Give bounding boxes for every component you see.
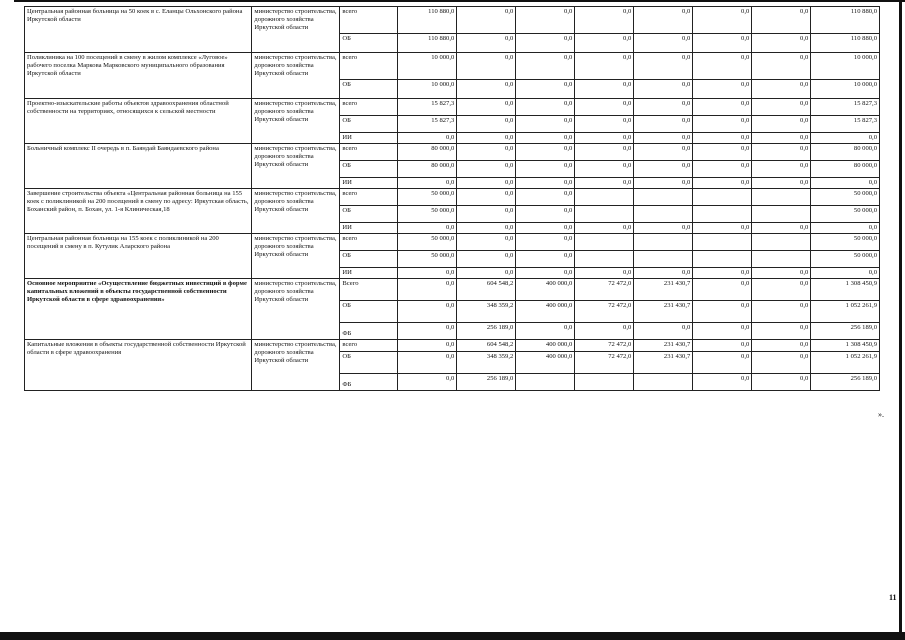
value-cell: 400 000,0 (516, 279, 575, 301)
value-cell: 0,0 (575, 99, 634, 116)
value-cell: 0,0 (575, 80, 634, 99)
value-cell (575, 206, 634, 223)
value-cell: 0,0 (457, 189, 516, 206)
value-cell: 0,0 (693, 279, 752, 301)
value-cell: 15 827,3 (398, 116, 457, 133)
value-cell: 10 000,0 (398, 53, 457, 80)
value-cell: 0,0 (752, 7, 811, 34)
value-cell: 0,0 (752, 80, 811, 99)
value-cell: 0,0 (516, 34, 575, 53)
table-row (25, 234, 880, 251)
value-cell (634, 251, 693, 268)
value-cell: 0,0 (575, 268, 634, 279)
funding-source-cell: ФБ (340, 323, 398, 340)
funding-source-cell: ИИ (340, 223, 398, 234)
value-cell: 0,0 (398, 133, 457, 144)
funding-source-cell: всего (340, 7, 398, 34)
value-cell: 72 472,0 (575, 279, 634, 301)
value-cell: 400 000,0 (516, 352, 575, 374)
value-cell: 0,0 (634, 53, 693, 80)
total-value-cell: 1 308 450,9 (811, 279, 880, 301)
value-cell: 400 000,0 (516, 340, 575, 352)
value-cell: 50 000,0 (398, 189, 457, 206)
value-cell: 72 472,0 (575, 301, 634, 323)
total-value-cell: 10 000,0 (811, 80, 880, 99)
value-cell: 0,0 (516, 268, 575, 279)
funding-source-cell: ОБ (340, 80, 398, 99)
value-cell: 0,0 (693, 144, 752, 161)
funding-source-cell: ОБ (340, 352, 398, 374)
table-row (25, 189, 880, 206)
event-name-cell: Центральная районная больница на 50 коек в с. Еланцы Ольхонского района Иркутской области (25, 7, 252, 53)
total-value-cell: 256 189,0 (811, 323, 880, 340)
value-cell: 0,0 (516, 323, 575, 340)
value-cell (575, 189, 634, 206)
executor-cell: министерство строительства, дорожного хозяйства Иркутской области (252, 99, 340, 144)
value-cell: 0,0 (516, 7, 575, 34)
funding-source-cell: всего (340, 99, 398, 116)
value-cell (516, 374, 575, 391)
funding-source-cell: Всего (340, 279, 398, 301)
value-cell: 0,0 (516, 116, 575, 133)
funding-source-cell: ИИ (340, 133, 398, 144)
value-cell: 10 000,0 (398, 80, 457, 99)
value-cell: 0,0 (457, 133, 516, 144)
value-cell (575, 374, 634, 391)
executor-cell: министерство строительства, дорожного хозяйства Иркутской области (252, 234, 340, 279)
value-cell: 231 430,7 (634, 279, 693, 301)
executor-cell: министерство строительства, дорожного хозяйства Иркутской области (252, 7, 340, 53)
value-cell: 50 000,0 (398, 234, 457, 251)
value-cell: 0,0 (516, 144, 575, 161)
total-value-cell: 50 000,0 (811, 189, 880, 206)
value-cell: 231 430,7 (634, 340, 693, 352)
table-row (25, 7, 880, 34)
value-cell: 0,0 (693, 268, 752, 279)
value-cell: 0,0 (693, 53, 752, 80)
table-row (25, 99, 880, 116)
value-cell: 0,0 (634, 34, 693, 53)
funding-source-cell: ИИ (340, 268, 398, 279)
value-cell: 0,0 (693, 133, 752, 144)
value-cell: 0,0 (634, 99, 693, 116)
value-cell: 0,0 (752, 161, 811, 178)
value-cell: 0,0 (516, 99, 575, 116)
value-cell: 0,0 (575, 161, 634, 178)
value-cell: 0,0 (752, 352, 811, 374)
total-value-cell: 50 000,0 (811, 251, 880, 268)
value-cell: 0,0 (693, 374, 752, 391)
value-cell: 0,0 (457, 116, 516, 133)
value-cell: 0,0 (634, 7, 693, 34)
value-cell (634, 189, 693, 206)
funding-source-cell: ОБ (340, 34, 398, 53)
value-cell (575, 251, 634, 268)
value-cell: 110 880,0 (398, 7, 457, 34)
value-cell: 400 000,0 (516, 301, 575, 323)
value-cell: 0,0 (457, 34, 516, 53)
value-cell: 0,0 (575, 223, 634, 234)
funding-table (24, 6, 880, 391)
value-cell: 0,0 (398, 223, 457, 234)
total-value-cell: 80 000,0 (811, 144, 880, 161)
value-cell (693, 234, 752, 251)
value-cell: 0,0 (516, 133, 575, 144)
value-cell: 0,0 (457, 80, 516, 99)
closing-quote-mark: ». (878, 410, 884, 419)
total-value-cell: 50 000,0 (811, 206, 880, 223)
total-value-cell: 110 880,0 (811, 34, 880, 53)
scan-border-top (14, 0, 905, 2)
executor-cell: министерство строительства, дорожного хозяйства Иркутской области (252, 144, 340, 189)
value-cell: 0,0 (398, 268, 457, 279)
value-cell: 256 189,0 (457, 323, 516, 340)
value-cell: 0,0 (752, 374, 811, 391)
value-cell: 0,0 (752, 178, 811, 189)
total-value-cell: 0,0 (811, 133, 880, 144)
value-cell: 0,0 (752, 323, 811, 340)
value-cell: 0,0 (398, 323, 457, 340)
event-name-cell: Центральная районная больница на 155 коек с поликлиникой на 200 посещений в смену в п. Кутулик Аларского района (25, 234, 252, 279)
value-cell: 72 472,0 (575, 340, 634, 352)
executor-cell: министерство строительства, дорожного хозяйства Иркутской области (252, 53, 340, 99)
value-cell: 0,0 (457, 144, 516, 161)
funding-source-cell: всего (340, 144, 398, 161)
value-cell: 0,0 (457, 268, 516, 279)
value-cell (634, 234, 693, 251)
value-cell: 0,0 (634, 268, 693, 279)
executor-cell: министерство строительства, дорожного хозяйства Иркутской области (252, 279, 340, 340)
value-cell: 0,0 (398, 301, 457, 323)
table-row (25, 53, 880, 80)
total-value-cell: 110 880,0 (811, 7, 880, 34)
value-cell (693, 189, 752, 206)
funding-source-cell: ФБ (340, 374, 398, 391)
total-value-cell: 0,0 (811, 223, 880, 234)
value-cell: 0,0 (752, 268, 811, 279)
value-cell: 0,0 (457, 178, 516, 189)
value-cell: 0,0 (398, 374, 457, 391)
value-cell: 0,0 (516, 206, 575, 223)
value-cell: 0,0 (457, 161, 516, 178)
value-cell: 604 548,2 (457, 340, 516, 352)
value-cell: 0,0 (575, 53, 634, 80)
value-cell: 231 430,7 (634, 301, 693, 323)
total-value-cell: 1 052 261,9 (811, 352, 880, 374)
value-cell: 348 359,2 (457, 301, 516, 323)
executor-cell: министерство строительства, дорожного хозяйства Иркутской области (252, 189, 340, 234)
value-cell: 0,0 (752, 279, 811, 301)
value-cell (693, 251, 752, 268)
value-cell: 0,0 (693, 178, 752, 189)
value-cell: 0,0 (693, 323, 752, 340)
value-cell: 348 359,2 (457, 352, 516, 374)
value-cell: 0,0 (575, 178, 634, 189)
value-cell: 50 000,0 (398, 206, 457, 223)
value-cell (752, 251, 811, 268)
value-cell: 110 880,0 (398, 34, 457, 53)
scan-border-right (899, 0, 902, 640)
scan-border-bottom (0, 632, 905, 640)
event-name-cell: Больничный комплекс II очередь в п. Баяндай Баяндаевского района (25, 144, 252, 189)
value-cell: 0,0 (457, 99, 516, 116)
total-value-cell: 256 189,0 (811, 374, 880, 391)
value-cell: 0,0 (634, 133, 693, 144)
event-name-cell: Проектно-изыскательские работы объектов здравоохранения областной собственности на территориях, относящихся к сельской местности (25, 99, 252, 144)
value-cell: 0,0 (752, 340, 811, 352)
total-value-cell: 0,0 (811, 178, 880, 189)
total-value-cell: 1 052 261,9 (811, 301, 880, 323)
value-cell: 0,0 (516, 223, 575, 234)
value-cell: 0,0 (634, 178, 693, 189)
funding-source-cell: ОБ (340, 161, 398, 178)
value-cell (752, 234, 811, 251)
value-cell: 231 430,7 (634, 352, 693, 374)
event-name-cell: Капитальные вложения в объекты государственной собственности Иркутской области в сфере здравоохранения (25, 340, 252, 391)
value-cell: 0,0 (752, 223, 811, 234)
funding-source-cell: ОБ (340, 301, 398, 323)
value-cell: 0,0 (752, 133, 811, 144)
value-cell (752, 206, 811, 223)
value-cell: 0,0 (693, 301, 752, 323)
total-value-cell: 10 000,0 (811, 53, 880, 80)
value-cell: 0,0 (752, 301, 811, 323)
value-cell: 0,0 (634, 80, 693, 99)
value-cell (634, 206, 693, 223)
total-value-cell: 1 308 450,9 (811, 340, 880, 352)
value-cell: 0,0 (693, 7, 752, 34)
value-cell: 0,0 (575, 116, 634, 133)
value-cell: 0,0 (457, 234, 516, 251)
funding-table-body (25, 7, 880, 391)
value-cell: 0,0 (457, 223, 516, 234)
value-cell: 0,0 (634, 323, 693, 340)
value-cell: 0,0 (457, 7, 516, 34)
value-cell: 0,0 (693, 34, 752, 53)
value-cell: 0,0 (398, 279, 457, 301)
value-cell: 0,0 (634, 116, 693, 133)
total-value-cell: 15 827,3 (811, 99, 880, 116)
value-cell: 0,0 (693, 223, 752, 234)
value-cell: 0,0 (516, 189, 575, 206)
value-cell: 0,0 (398, 178, 457, 189)
value-cell: 0,0 (634, 223, 693, 234)
value-cell: 80 000,0 (398, 144, 457, 161)
funding-source-cell: всего (340, 234, 398, 251)
page-number: 11 (889, 593, 897, 602)
value-cell (575, 234, 634, 251)
value-cell: 0,0 (693, 116, 752, 133)
value-cell: 15 827,3 (398, 99, 457, 116)
funding-source-cell: ОБ (340, 116, 398, 133)
table-row (25, 144, 880, 161)
value-cell: 0,0 (752, 116, 811, 133)
value-cell: 0,0 (752, 144, 811, 161)
total-value-cell: 50 000,0 (811, 234, 880, 251)
value-cell (752, 189, 811, 206)
value-cell: 0,0 (398, 340, 457, 352)
value-cell: 0,0 (516, 178, 575, 189)
funding-source-cell: всего (340, 189, 398, 206)
value-cell: 0,0 (457, 206, 516, 223)
value-cell: 0,0 (516, 53, 575, 80)
value-cell: 0,0 (693, 80, 752, 99)
event-name-cell: Завершение строительства объекта «Центральная районная больница на 155 коек с поликлиникой на 200 посещений в смену по адресу: Иркутская область, Боханский район, п. Бохан, ул. 1-я Клиническая,18 (25, 189, 252, 234)
value-cell: 0,0 (575, 34, 634, 53)
value-cell: 0,0 (693, 161, 752, 178)
table-row (25, 340, 880, 352)
value-cell: 80 000,0 (398, 161, 457, 178)
funding-source-cell: всего (340, 53, 398, 80)
value-cell: 0,0 (516, 234, 575, 251)
total-value-cell: 80 000,0 (811, 161, 880, 178)
event-name-cell: Поликлиника на 100 посещений в смену в жилом комплексе «Луговое» рабочего поселка Маркова Марковского муниципального образования Иркутской области (25, 53, 252, 99)
funding-source-cell: ОБ (340, 206, 398, 223)
value-cell (693, 206, 752, 223)
value-cell: 0,0 (634, 161, 693, 178)
funding-source-cell: всего (340, 340, 398, 352)
value-cell: 0,0 (693, 99, 752, 116)
value-cell: 72 472,0 (575, 352, 634, 374)
value-cell: 0,0 (457, 251, 516, 268)
funding-source-cell: ИИ (340, 178, 398, 189)
value-cell: 256 189,0 (457, 374, 516, 391)
total-value-cell: 0,0 (811, 268, 880, 279)
value-cell (634, 374, 693, 391)
value-cell: 0,0 (398, 352, 457, 374)
funding-source-cell: ОБ (340, 251, 398, 268)
value-cell: 50 000,0 (398, 251, 457, 268)
executor-cell: министерство строительства, дорожного хозяйства Иркутской области (252, 340, 340, 391)
value-cell: 0,0 (752, 34, 811, 53)
value-cell: 0,0 (516, 251, 575, 268)
value-cell: 0,0 (575, 323, 634, 340)
table-row (25, 279, 880, 301)
value-cell: 0,0 (752, 53, 811, 80)
value-cell: 604 548,2 (457, 279, 516, 301)
value-cell: 0,0 (575, 144, 634, 161)
value-cell: 0,0 (575, 133, 634, 144)
value-cell: 0,0 (693, 340, 752, 352)
value-cell: 0,0 (693, 352, 752, 374)
value-cell: 0,0 (457, 53, 516, 80)
value-cell: 0,0 (752, 99, 811, 116)
value-cell: 0,0 (575, 7, 634, 34)
value-cell: 0,0 (516, 161, 575, 178)
value-cell: 0,0 (516, 80, 575, 99)
value-cell: 0,0 (634, 144, 693, 161)
total-value-cell: 15 827,3 (811, 116, 880, 133)
event-name-cell: Основное мероприятие «Осуществление бюджетных инвестиций в форме капитальных вложений в объекты государственной собственности Иркутской области в сфере здравоохранения» (25, 279, 252, 340)
